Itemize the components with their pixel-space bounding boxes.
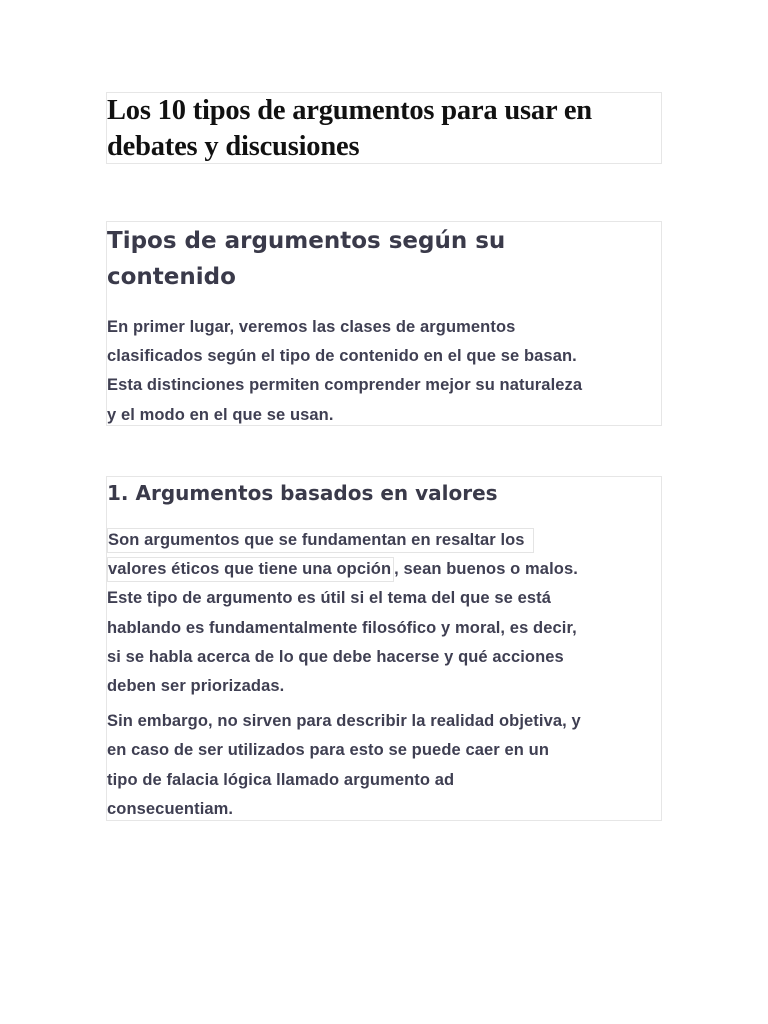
subsection-paragraph-1 [107, 526, 661, 701]
document-title-line: debates y discusiones [107, 131, 360, 162]
paragraph-line: Esta distinciones permiten comprender mejor su naturaleza [107, 376, 583, 395]
paragraph-line: En primer lugar, veremos las clases de argumentos [107, 318, 516, 336]
subsection-values-block [106, 476, 662, 821]
paragraph-line: clasificados según el tipo de contenido en el que se basan. [107, 347, 577, 366]
section-content-block [106, 221, 662, 426]
subsection-paragraph-2 [107, 707, 661, 824]
section-heading-line: Tipos de argumentos según su [107, 228, 506, 254]
section-heading-line: contenido [107, 264, 236, 290]
paragraph-line: en caso de ser utilizados para esto se puede caer en un [107, 741, 549, 760]
paragraph-line: , sean buenos o malos. [394, 560, 578, 579]
paragraph-line: hablando es fundamentalmente filosófico y moral, es decir, [107, 618, 577, 637]
section-intro-paragraph [107, 313, 661, 430]
highlighted-text: valores éticos que tiene una opción [107, 557, 394, 582]
highlighted-text: Son argumentos que se fundamentan en resaltar los [107, 528, 534, 553]
document-title-block [106, 92, 662, 164]
paragraph-line: tipo de falacia lógica llamado argumento ad [107, 770, 455, 789]
paragraph-line: y el modo en el que se usan. [107, 405, 334, 424]
paragraph-line: consecuentiam. [107, 799, 234, 818]
document-title-line: Los 10 tipos de argumentos para usar en [107, 95, 592, 126]
paragraph-line: Este tipo de argumento es útil si el tema del que se está [107, 589, 551, 608]
subsection-heading: 1. Argumentos basados en valores [107, 481, 498, 505]
document-title [107, 93, 661, 165]
paragraph-line: si se habla acerca de lo que debe hacerse y qué acciones [107, 647, 564, 666]
paragraph-line: Sin embargo, no sirven para describir la realidad objetiva, y [107, 712, 581, 731]
section-heading [107, 222, 661, 295]
paragraph-line: deben ser priorizadas. [107, 677, 285, 696]
